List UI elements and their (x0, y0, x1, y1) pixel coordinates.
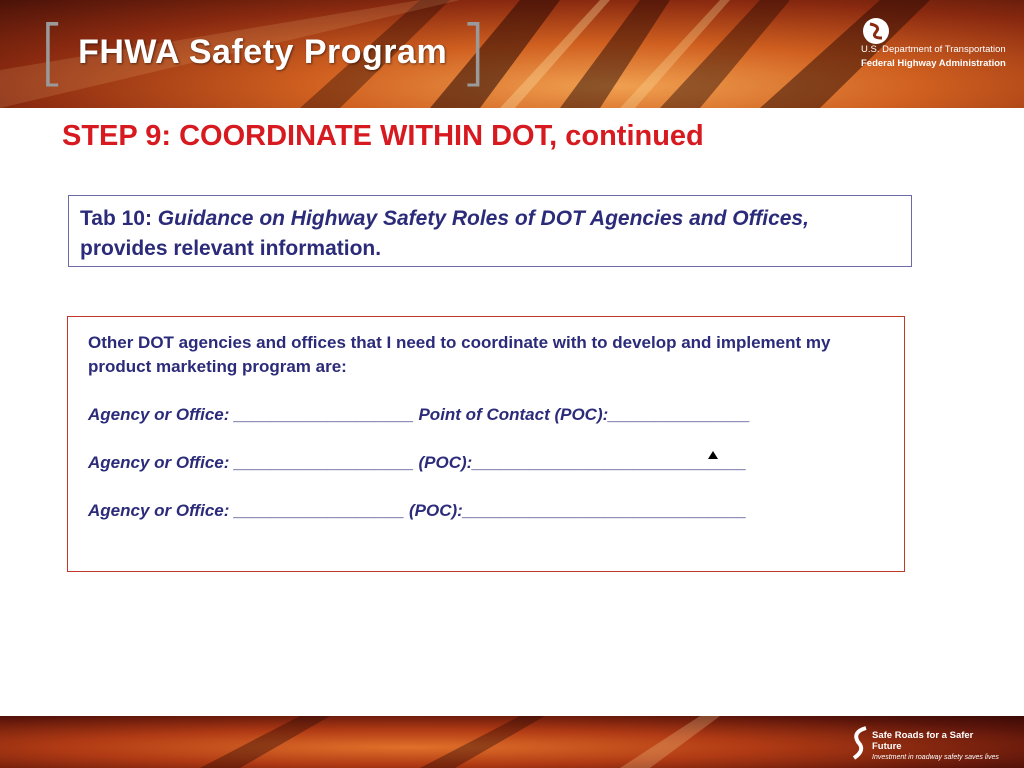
form-row-3: Agency or Office: __________________ (POC):______________________________ (88, 501, 747, 520)
footer-logo (850, 722, 1000, 761)
brand-title: FHWA Safety Program (78, 32, 448, 71)
tab-guidance-title: Guidance on Highway Safety Roles of DOT Agencies and Offices, (157, 207, 809, 230)
tab-prefix: Tab 10: (80, 207, 158, 230)
form-row-1: Agency or Office: ___________________ Point of Contact (POC):_______________ (88, 405, 751, 424)
agency-line-1: U.S. Department of Transportation (861, 44, 1006, 55)
footer-slogan: Safe Roads for a Safer Future (872, 730, 974, 752)
dot-emblem-icon (861, 16, 891, 46)
header-banner (0, 0, 1024, 108)
form-intro: Other DOT agencies and offices that I need to coordinate with to develop and implement my product marketing program are: (88, 333, 831, 376)
coordination-form-box (67, 316, 905, 572)
footer-banner (0, 716, 1024, 768)
left-bracket: [ (38, 10, 67, 94)
dot-logo (861, 16, 1006, 69)
cursor-arrow-icon (708, 451, 718, 459)
tab-suffix: provides relevant information. (80, 237, 382, 260)
brand-lockup (38, 10, 488, 94)
agency-line-2: Federal Highway Administration (861, 58, 1006, 69)
form-row-2: Agency or Office: ___________________ (POC):_____________________________ (88, 453, 747, 472)
page-title: STEP 9: COORDINATE WITHIN DOT, continued (62, 120, 704, 152)
footer-tagline: Investment in roadway safety saves lives (872, 754, 999, 761)
tab-reference-box (68, 195, 912, 267)
right-bracket: ] (459, 10, 488, 94)
swoosh-s-icon (850, 724, 870, 762)
